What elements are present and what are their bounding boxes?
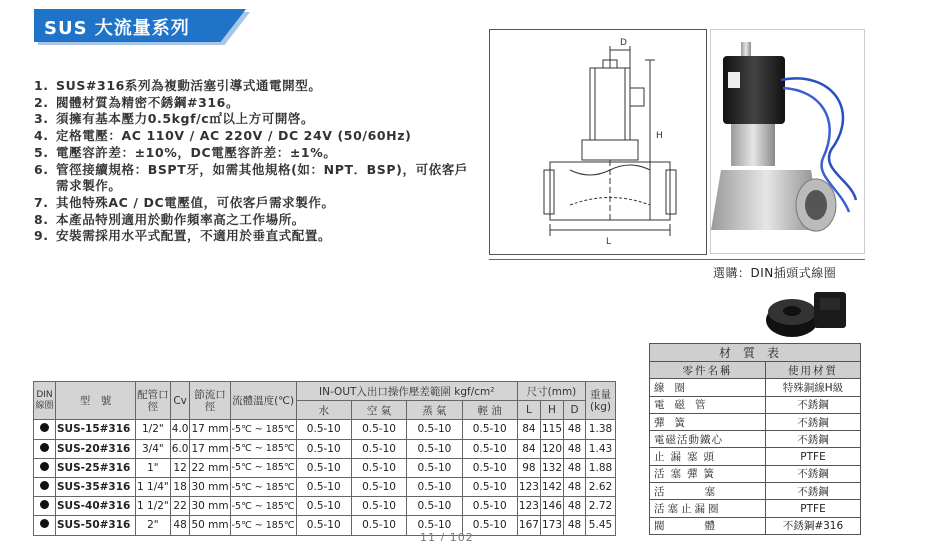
weight-cell: 2.62 <box>586 477 616 496</box>
feature-item <box>34 228 474 245</box>
feature-text: 電壓容許差：±10%，DC電壓容許差：±1%。 <box>56 144 337 160</box>
header-weight: 重量(kg) <box>586 382 616 420</box>
d-cell: 48 <box>564 477 586 496</box>
material-row <box>650 448 861 465</box>
h-cell: 115 <box>540 420 563 439</box>
feature-item <box>34 95 474 112</box>
weight-cell: 1.38 <box>586 420 616 439</box>
temp-cell: -5℃ ~ 185℃ <box>230 497 296 516</box>
feature-number: 6. <box>34 161 49 177</box>
model-cell: SUS-35#316 <box>56 477 136 496</box>
table-row <box>34 420 616 439</box>
steam-cell: 0.5-10 <box>407 458 462 477</box>
d-cell: 48 <box>564 439 586 458</box>
header-h: H <box>540 401 563 420</box>
feature-text: 本產品特別適用於動作頻率高之工作場所。 <box>56 211 305 227</box>
feature-text: 須擁有基本壓力0.5kgf/c㎡以上方可開啓。 <box>56 111 315 127</box>
part-name: 活塞彈簧 <box>650 465 766 482</box>
cv-cell: 12 <box>170 458 190 477</box>
material-row <box>650 465 861 482</box>
material-row <box>650 483 861 500</box>
din-dot <box>34 458 56 477</box>
l-cell: 167 <box>517 516 540 535</box>
feature-number: 9. <box>34 228 49 244</box>
cv-cell: 48 <box>170 516 190 535</box>
header-d: D <box>564 401 586 420</box>
feature-number: 3. <box>34 111 49 127</box>
feature-item <box>34 111 474 128</box>
din-coil-svg <box>760 282 860 342</box>
material-row <box>650 396 861 413</box>
h-cell: 132 <box>540 458 563 477</box>
material-row <box>650 517 861 534</box>
cv-cell: 18 <box>170 477 190 496</box>
part-material: 不銹鋼 <box>766 465 861 482</box>
table-row <box>34 516 616 535</box>
l-cell: 84 <box>517 439 540 458</box>
din-coil-image <box>760 282 860 342</box>
oil-cell: 0.5-10 <box>462 516 517 535</box>
d-cell: 48 <box>564 458 586 477</box>
part-name: 電磁管 <box>650 396 766 413</box>
feature-text: 安裝需採用水平式配置，不適用於垂直式配置。 <box>56 228 332 244</box>
cv-cell: 6.0 <box>170 439 190 458</box>
header-size: 尺寸(mm) <box>517 382 585 401</box>
material-row <box>650 500 861 517</box>
bullet-icon <box>40 423 49 432</box>
feature-number: 2. <box>34 94 49 110</box>
material-row <box>650 413 861 430</box>
air-cell: 0.5-10 <box>351 420 406 439</box>
port-cell: 3/4" <box>136 439 171 458</box>
header-cv: Cv <box>170 382 190 420</box>
feature-item <box>34 78 474 95</box>
bullet-icon <box>40 500 49 509</box>
l-cell: 84 <box>517 420 540 439</box>
material-header-part: 零件名稱 <box>650 362 766 379</box>
drawing-label-h: H <box>656 131 663 141</box>
air-cell: 0.5-10 <box>351 516 406 535</box>
material-header-material: 使用材質 <box>766 362 861 379</box>
bullet-icon <box>40 481 49 490</box>
part-material: PTFE <box>766 448 861 465</box>
orifice-cell: 30 mm <box>190 497 230 516</box>
option-text: 選購：DIN插頭式線圈 <box>713 266 837 280</box>
orifice-cell: 17 mm <box>190 439 230 458</box>
feature-number: 1. <box>34 78 49 93</box>
orifice-cell: 30 mm <box>190 477 230 496</box>
feature-number: 5. <box>34 144 49 160</box>
table-row <box>34 497 616 516</box>
bullet-icon <box>40 519 49 528</box>
spec-table <box>33 381 616 536</box>
oil-cell: 0.5-10 <box>462 477 517 496</box>
model-cell: SUS-50#316 <box>56 516 136 535</box>
steam-cell: 0.5-10 <box>407 477 462 496</box>
din-dot <box>34 420 56 439</box>
header-air: 空 氣 <box>351 401 406 420</box>
feature-number: 4. <box>34 128 49 144</box>
part-material: 特殊銅線H級 <box>766 379 861 396</box>
d-cell: 48 <box>564 420 586 439</box>
header-pressure: IN-OUT入出口操作壓差範圍 kgf/cm² <box>296 382 517 401</box>
water-cell: 0.5-10 <box>296 477 351 496</box>
oil-cell: 0.5-10 <box>462 439 517 458</box>
temp-cell: -5℃ ~ 185℃ <box>230 420 296 439</box>
part-material: 不銹鋼 <box>766 483 861 500</box>
part-material: PTFE <box>766 500 861 517</box>
l-cell: 123 <box>517 477 540 496</box>
material-row <box>650 379 861 396</box>
model-cell: SUS-40#316 <box>56 497 136 516</box>
water-cell: 0.5-10 <box>296 420 351 439</box>
cv-cell: 22 <box>170 497 190 516</box>
feature-number: 7. <box>34 194 49 210</box>
weight-cell: 1.43 <box>586 439 616 458</box>
air-cell: 0.5-10 <box>351 477 406 496</box>
feature-item <box>34 162 474 195</box>
drawing-coil <box>590 68 630 140</box>
header-din: DIN線圈 <box>34 382 56 420</box>
header-orifice: 節流口徑 <box>190 382 230 420</box>
din-dot <box>34 516 56 535</box>
feature-item <box>34 212 474 229</box>
spec-table-body <box>34 420 616 535</box>
table-row <box>34 439 616 458</box>
part-name: 閥體 <box>650 517 766 534</box>
header-oil: 輕 油 <box>462 401 517 420</box>
oil-cell: 0.5-10 <box>462 458 517 477</box>
feature-item <box>34 145 474 162</box>
bullet-icon <box>40 462 49 471</box>
header-model: 型 號 <box>56 382 136 420</box>
part-material: 不銹鋼 <box>766 413 861 430</box>
model-cell: SUS-15#316 <box>56 420 136 439</box>
temp-cell: -5℃ ~ 185℃ <box>230 439 296 458</box>
steam-cell: 0.5-10 <box>407 497 462 516</box>
valve-photo <box>710 29 865 254</box>
orifice-cell: 50 mm <box>190 516 230 535</box>
water-cell: 0.5-10 <box>296 516 351 535</box>
model-cell: SUS-25#316 <box>56 458 136 477</box>
oil-cell: 0.5-10 <box>462 420 517 439</box>
technical-drawing <box>489 29 707 255</box>
din-dot <box>34 477 56 496</box>
divider-line <box>489 259 865 260</box>
l-cell: 123 <box>517 497 540 516</box>
title-banner <box>34 9 246 42</box>
feature-text: 閥體材質為精密不銹鋼#316。 <box>56 94 240 110</box>
h-cell: 146 <box>540 497 563 516</box>
d-cell: 48 <box>564 516 586 535</box>
header-steam: 蒸 氣 <box>407 401 462 420</box>
drawing-label-d: D <box>620 38 627 48</box>
air-cell: 0.5-10 <box>351 458 406 477</box>
h-cell: 120 <box>540 439 563 458</box>
part-material: 不銹鋼 <box>766 396 861 413</box>
header-water: 水 <box>296 401 351 420</box>
material-table-title: 材質表 <box>650 344 861 362</box>
d-cell: 48 <box>564 497 586 516</box>
bullet-icon <box>40 443 49 452</box>
weight-cell: 2.72 <box>586 497 616 516</box>
temp-cell: -5℃ ~ 185℃ <box>230 477 296 496</box>
table-row <box>34 477 616 496</box>
port-cell: 1 1/4" <box>136 477 171 496</box>
temp-cell: -5℃ ~ 185℃ <box>230 458 296 477</box>
steam-cell: 0.5-10 <box>407 516 462 535</box>
drawing-label-l: L <box>606 237 612 247</box>
part-material: 不銹鋼#316 <box>766 517 861 534</box>
header-port: 配管口徑 <box>136 382 171 420</box>
air-cell: 0.5-10 <box>351 439 406 458</box>
header-temp: 流體溫度(℃) <box>230 382 296 420</box>
feature-text: 其他特殊AC / DC電壓值，可依客戶需求製作。 <box>56 194 335 210</box>
port-cell: 1 1/2" <box>136 497 171 516</box>
table-row <box>34 458 616 477</box>
valve-drawing-svg <box>490 30 706 254</box>
model-cell: SUS-20#316 <box>56 439 136 458</box>
cv-cell: 4.0 <box>170 420 190 439</box>
feature-list <box>34 78 474 245</box>
photo-coil <box>723 56 785 124</box>
feature-item <box>34 195 474 212</box>
part-name: 止漏塞頭 <box>650 448 766 465</box>
page-title: SUS 大流量系列 <box>44 18 190 39</box>
water-cell: 0.5-10 <box>296 439 351 458</box>
page-number: 11 / 102 <box>420 531 474 541</box>
feature-text: SUS#316系列為複動活塞引導式通電開型。 <box>56 78 322 93</box>
material-row <box>650 431 861 448</box>
h-cell: 142 <box>540 477 563 496</box>
valve-photo-svg <box>711 30 864 253</box>
part-name: 活塞止漏圈 <box>650 500 766 517</box>
part-name: 電磁活動鐵心 <box>650 431 766 448</box>
weight-cell: 5.45 <box>586 516 616 535</box>
feature-item <box>34 128 474 145</box>
orifice-cell: 17 mm <box>190 420 230 439</box>
oil-cell: 0.5-10 <box>462 497 517 516</box>
header-l: L <box>517 401 540 420</box>
temp-cell: -5℃ ~ 185℃ <box>230 516 296 535</box>
steam-cell: 0.5-10 <box>407 439 462 458</box>
steam-cell: 0.5-10 <box>407 420 462 439</box>
part-name: 線圈 <box>650 379 766 396</box>
part-material: 不銹鋼 <box>766 431 861 448</box>
din-dot <box>34 439 56 458</box>
part-name: 活塞 <box>650 483 766 500</box>
weight-cell: 1.88 <box>586 458 616 477</box>
water-cell: 0.5-10 <box>296 458 351 477</box>
feature-text: 定格電壓：AC 110V / AC 220V / DC 24V (50/60Hz) <box>56 128 412 144</box>
air-cell: 0.5-10 <box>351 497 406 516</box>
l-cell: 98 <box>517 458 540 477</box>
water-cell: 0.5-10 <box>296 497 351 516</box>
feature-number: 8. <box>34 211 49 227</box>
feature-text: 管徑接續規格：BSPT牙，如需其他規格(如：NPT．BSP)，可依客戶需求製作。 <box>56 161 468 194</box>
port-cell: 1" <box>136 458 171 477</box>
orifice-cell: 22 mm <box>190 458 230 477</box>
port-cell: 2" <box>136 516 171 535</box>
part-name: 彈簧 <box>650 413 766 430</box>
material-table <box>649 343 861 535</box>
din-dot <box>34 497 56 516</box>
port-cell: 1/2" <box>136 420 171 439</box>
h-cell: 173 <box>540 516 563 535</box>
